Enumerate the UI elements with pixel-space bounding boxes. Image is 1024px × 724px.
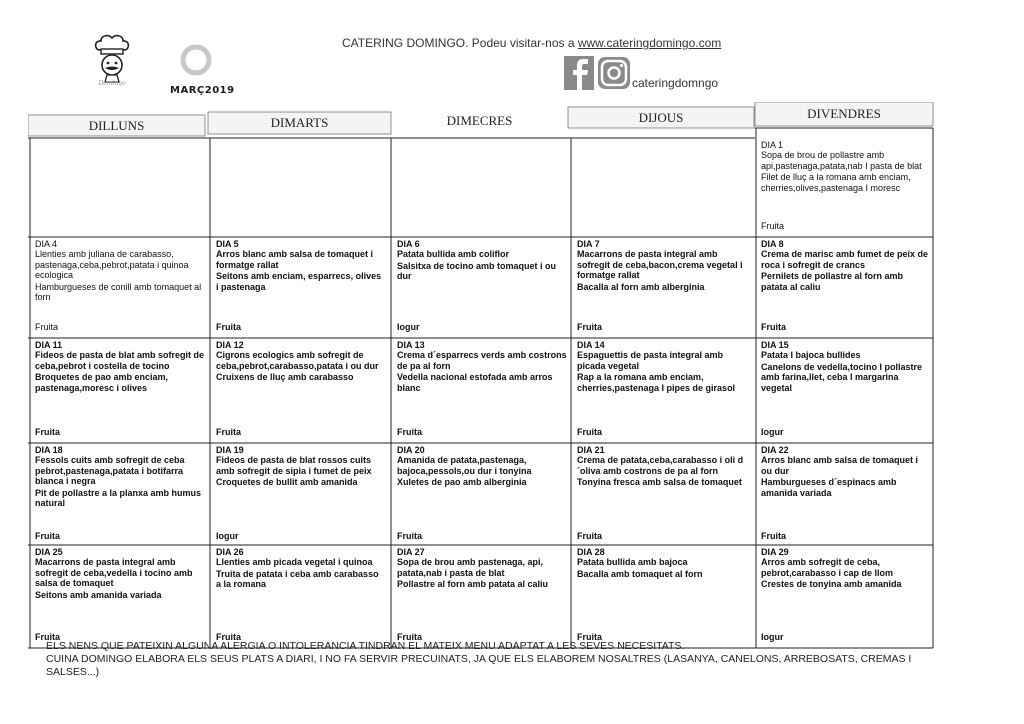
dish: Amanida de patata,pastenaga, bajoca,pessols,ou dur i tonyina <box>397 455 532 476</box>
menu-cell <box>397 340 567 439</box>
dessert: Fruita <box>761 321 787 332</box>
dish: Xuletes de pao amb alberginia <box>397 477 527 488</box>
dish: Espaguettis de pasta integral amb picada vegetal <box>577 350 724 371</box>
footer-notes <box>46 640 976 679</box>
day-number: DIA 4 <box>35 239 58 249</box>
dessert: Fruita <box>216 426 242 437</box>
dish: Crema d´esparrecs verds amb costrons de pa al forn <box>397 350 567 371</box>
social-handle: cateringdomngo <box>632 76 719 90</box>
dish: Tonyina fresca amb salsa de tomaquet <box>577 477 742 488</box>
dish: Bacalla al forn amb alberginia <box>577 281 705 292</box>
dish: Arros blanc amb salsa de tomaquet i formatge rallat <box>216 249 374 270</box>
day-number: DIA 22 <box>761 445 789 455</box>
dish: Crema de marisc amb fumet de peix de roca i sofregit de crancs <box>761 249 929 270</box>
dish: Hamburgueses de conill amb tomaquet al forn <box>35 281 202 303</box>
day-number: DIA 26 <box>216 547 244 557</box>
dish: Salsitxa de tocino amb tomaquet i ou dur <box>397 260 557 282</box>
dessert: Fruita <box>577 631 603 642</box>
dish: Sopa de brou de pollastre amb api,pastenaga,patata,nab I pasta de blat <box>761 150 922 171</box>
menu-cell <box>216 445 386 543</box>
dish: Pit de pollastre a la planxa amb humus natural <box>35 487 202 509</box>
day-number: DIA 11 <box>35 340 63 350</box>
dish: Macarrons de pasta integral amb sofregit de ceba,bacon,crema vegetal i formatge rallat <box>577 249 743 281</box>
day-number: DIA 15 <box>761 340 789 350</box>
dessert: Iogur <box>397 321 420 332</box>
dish: Canelons de vedella,tocino I pollastre amb farina,llet, ceba I margarina vegetal <box>761 361 923 393</box>
dish: Patata I bajoca bullides <box>761 350 861 361</box>
dessert: Iogur <box>761 631 784 642</box>
dish: Crestes de tonyina amb amanida <box>761 579 902 590</box>
dish: Pernilets de pollastre al forn amb patata al caliu <box>761 271 904 292</box>
menu-cell <box>35 547 205 644</box>
day-number: DIA 7 <box>577 239 600 249</box>
dish: Seitons amb enciam, esparrecs, olives i pastenaga <box>216 271 382 292</box>
day-number: DIA 19 <box>216 445 244 455</box>
dessert: Fruita <box>577 426 603 437</box>
day-number: DIA 1 <box>761 140 784 150</box>
menu-cell <box>397 547 567 644</box>
dish: Cruixens de lluç amb carabasso <box>216 372 354 383</box>
dessert: Fruita <box>577 530 603 541</box>
day-header-dilluns: DILLUNS <box>88 118 145 133</box>
menu-cell <box>577 340 749 439</box>
day-number: DIA 8 <box>761 239 784 249</box>
dessert: Fruita <box>35 321 59 332</box>
dish: Seitons amb amanida variada <box>35 589 162 600</box>
menu-cell <box>216 239 386 334</box>
brand-line <box>342 36 721 50</box>
menu-cell <box>216 547 386 644</box>
dessert: Fruita <box>216 631 242 642</box>
menu-cell <box>35 445 205 543</box>
dessert: Fruita <box>761 220 785 231</box>
dessert: Fruita <box>35 426 61 437</box>
dish: Truita de patata i ceba amb carabasso a la romana <box>216 568 379 590</box>
menu-cell <box>397 445 567 543</box>
day-header-dimecres: DIMECRES <box>446 113 513 128</box>
dish: Patata bullida amb coliflor <box>397 249 510 260</box>
website-link[interactable]: www.cateringdomingo.com <box>577 36 722 50</box>
menu-cell <box>397 239 567 334</box>
dish: Cigrons ecologics amb sofregit de ceba,pebrot,carabasso,patata i ou dur <box>216 350 379 371</box>
dish: Llenties amb juliana de carabasso, pastenaga,ceba,pebrot,patata i quinoa ecologica <box>35 249 189 281</box>
footer-kitchen-note: CUINA DOMINGO ELABORA ELS SEUS PLATS A DIARI, I NO FA SERVIR PRECUINATS, JA QUE ELS ELABOREM NOSALTRES (LASANYA, CANELONS, ARREBOSATS, CREMAS I <box>46 653 912 666</box>
dessert: Fruita <box>397 631 423 642</box>
dessert: Iogur <box>761 426 784 437</box>
day-number: DIA 13 <box>397 340 425 350</box>
dish: Arros amb sofregit de ceba, pebrot,carabasso i cap de llom <box>761 557 894 578</box>
dish: Fideos de pasta de blat amb sofregit de ceba,pebrot i costella de tocino <box>35 350 205 371</box>
menu-table <box>28 102 938 650</box>
dessert: Fruita <box>35 631 61 642</box>
menu-cell <box>761 340 929 439</box>
menu-cell <box>761 547 929 644</box>
dish: Pollastre al forn amb patata al caliu <box>397 579 549 590</box>
day-number: DIA 6 <box>397 239 420 249</box>
menu-cell <box>761 445 929 543</box>
social-icons <box>562 56 632 92</box>
footer-kitchen-note-cont: SALSES...) <box>46 666 100 679</box>
day-number: DIA 21 <box>577 445 605 455</box>
menu-cell <box>35 340 205 439</box>
day-number: DIA 12 <box>216 340 244 350</box>
day-header-divendres: DIVENDRES <box>807 106 881 121</box>
dish: Sopa de brou amb pastenaga, api, patata,nab i pasta de blat <box>397 557 544 578</box>
day-number: DIA 5 <box>216 239 239 249</box>
instagram-icon <box>598 57 630 89</box>
dessert: Fruita <box>761 530 787 541</box>
svg-text:Domingo: Domingo <box>98 80 126 86</box>
brand-text: CATERING DOMINGO. Podeu visitar-nos a <box>342 36 578 50</box>
dish: Croquetes de bullit amb amanida <box>216 477 358 488</box>
day-number: DIA 27 <box>397 547 425 557</box>
dish: Crema de patata,ceba,carabasso i oli d´oliva amb costrons de pa al forn <box>577 455 744 476</box>
circle-logo-icon <box>178 42 214 78</box>
month-label: MARÇ2019 <box>170 85 235 96</box>
menu-cell <box>35 239 205 334</box>
menu-cell <box>761 239 929 334</box>
dessert: Fruita <box>397 530 423 541</box>
dish: Filet de lluç a la romana amb enciam, cherries,olives,pastenaga I moresc <box>761 172 911 193</box>
footer-allergy-note: ELS NENS QUE PATEIXIN ALGUNA ALERGIA O INTOLERANCIA TINDRAN EL MATEIX MENU ADAPTAT A LES SEVES NECESITATS. <box>46 640 685 652</box>
menu-cell <box>761 140 929 233</box>
day-header-dimarts: DIMARTS <box>270 115 329 130</box>
dish: Vedella nacional estofada amb arros blanc <box>397 372 553 393</box>
dish: Rap a la romana amb enciam, cherries,pastenaga I pipes de girasol <box>577 372 736 393</box>
menu-cell <box>577 239 749 334</box>
dessert: Iogur <box>216 530 239 541</box>
day-number: DIA 20 <box>397 445 425 455</box>
day-number: DIA 29 <box>761 547 789 557</box>
day-number: DIA 18 <box>35 445 63 455</box>
dish: Llenties amb picada vegetal i quinoa <box>216 557 373 568</box>
day-header-dijous: DIJOUS <box>638 110 684 125</box>
dessert: Fruita <box>216 321 242 332</box>
dish: Macarrons de pasta integral amb sofregit de ceba,vedella i tocino amb salsa de tomaquet <box>35 557 193 589</box>
day-number: DIA 25 <box>35 547 63 557</box>
menu-cell <box>216 340 386 439</box>
day-number: DIA 28 <box>577 547 605 557</box>
facebook-icon <box>564 56 594 90</box>
menu-cell <box>577 445 749 543</box>
dish: Broquetes de pao amb enciam, pastenaga,moresc i olives <box>35 372 169 393</box>
dish: Fessols cuits amb sofregit de ceba pebrot,pastenaga,patata i botifarra blanca i negra <box>35 455 185 487</box>
dessert: Fruita <box>397 426 423 437</box>
dish: Bacalla amb tomaquet al forn <box>577 568 703 579</box>
day-number: DIA 14 <box>577 340 605 350</box>
dish: Arros blanc amb salsa de tomaquet i ou dur <box>761 455 919 476</box>
dessert: Fruita <box>577 321 603 332</box>
chef-logo-icon <box>92 34 132 86</box>
menu-cell <box>577 547 749 644</box>
dessert: Fruita <box>35 530 61 541</box>
dish: Hamburgueses d´espinacs amb amanida variada <box>761 477 897 498</box>
dish: Fideos de pasta de blat rossos cuits amb sofregit de sipia i fumet de peix <box>216 455 372 476</box>
dish: Patata bullida amb bajoca <box>577 557 688 568</box>
